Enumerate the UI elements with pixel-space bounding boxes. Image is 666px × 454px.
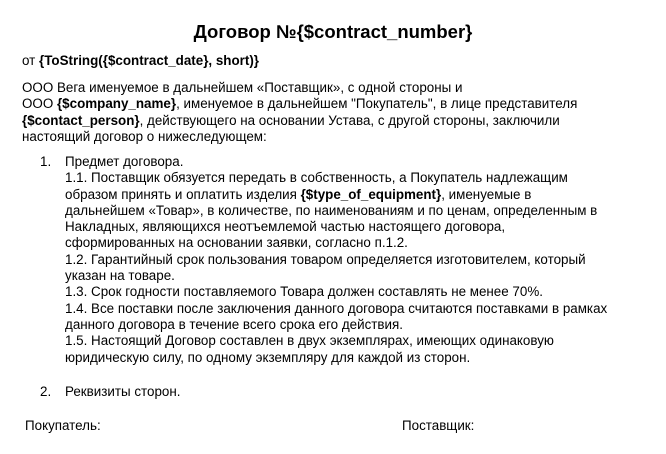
preamble-line: [22, 96, 652, 112]
preamble-text: ООО: [22, 96, 57, 112]
section-list: [40, 154, 656, 366]
clause-line: Накладных, являющихся неотъемлемой частью настоящего договора,: [65, 219, 506, 235]
date-line: [22, 53, 259, 69]
clause-line: 1.4. Все поставки после заключения данного договора считаются поставками в рамках: [65, 300, 608, 316]
preamble-text: , действующего на основании Устава, с другой стороны, заключили: [139, 112, 560, 128]
date-prefix: от: [22, 53, 40, 68]
clause-line: [65, 187, 656, 203]
document-title: Договор №{$contract_number}: [193, 21, 473, 42]
equipment-type-placeholder: {$type_of_equipment}: [300, 186, 442, 202]
clause-line: 1.2. Гарантийный срок пользования товаром определяется изготовителем, который: [65, 251, 586, 267]
clause-text: , именуемые в: [441, 186, 532, 202]
company-name-placeholder: {$company_name}: [56, 96, 177, 112]
clause-line: указан на товаре.: [65, 268, 175, 284]
section-item: [40, 384, 180, 400]
clause-text: образом принять и оплатить изделия: [65, 186, 301, 202]
preamble-line: ООО Вега именуемое в дальнейшем «Поставщик», с одной стороны и: [22, 80, 463, 95]
contract-date-placeholder: {ToString({$contract_date}, short)}: [39, 53, 259, 68]
section-number: 2.: [40, 384, 52, 399]
contact-person-placeholder: {$contact_person}: [22, 112, 140, 128]
preamble-line: [22, 113, 652, 129]
preamble-paragraph: [22, 80, 652, 145]
supplier-signature-label: Поставщик:: [402, 418, 475, 433]
clause-line: дальнейшем «Товар», в количестве, по наименованиям и по ценам, определенным в: [65, 202, 598, 218]
section-heading: Реквизиты сторон.: [65, 384, 181, 399]
section-item: [40, 154, 656, 366]
clause-line: данного договора в течение всего срока его действия.: [65, 316, 403, 332]
preamble-line: настоящий договор о нижеследующем:: [22, 128, 267, 144]
preamble-text: , именуемое в дальнейшем "Покупатель", в лице представителя: [176, 96, 578, 112]
buyer-signature-label: Покупатель:: [25, 418, 101, 433]
section-number: 1.: [40, 154, 52, 169]
section-heading: Предмет договора.: [65, 154, 184, 169]
clause-line: 1.5. Настоящий Договор составлен в двух экземплярах, имеющих одинаковую: [65, 333, 554, 349]
clause-line: 1.3. Срок годности поставляемого Товара должен составлять не менее 70%.: [65, 284, 543, 300]
clause-line: 1.1. Поставщик обязуется передать в собственность, а Покупатель надлежащим: [65, 170, 568, 186]
clause-line: сформированных на основании заявки, согласно п.1.2.: [65, 235, 408, 251]
clause-line: юридическую силу, по одному экземпляру для каждой из сторон.: [65, 349, 471, 365]
